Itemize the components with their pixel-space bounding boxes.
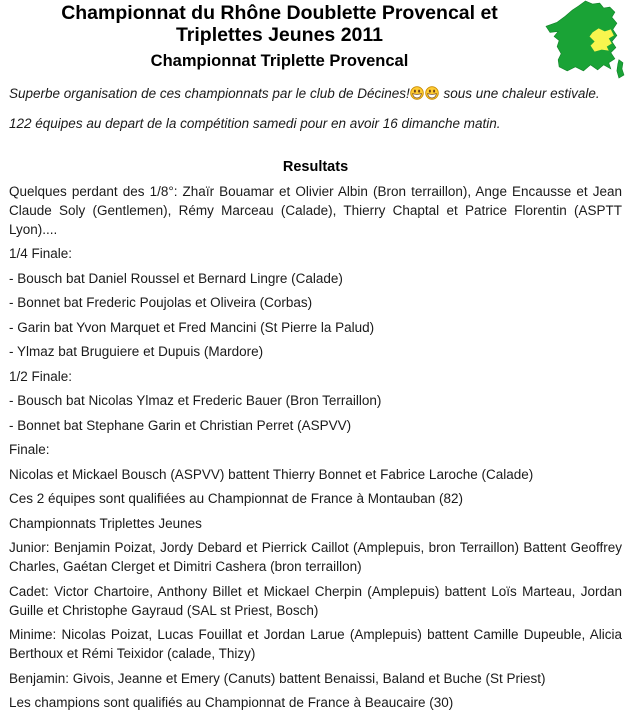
page-header — [0, 0, 632, 71]
result-line: - Bousch bat Daniel Roussel et Bernard Lingre (Calade) — [9, 269, 622, 288]
intro-paragraph-1-text-after: sous une chaleur estivale. — [440, 86, 600, 101]
smiley-icon — [425, 86, 439, 100]
page-title-line2: Triplettes Jeunes 2011 — [176, 24, 383, 46]
result-line: Cadet: Victor Chartoire, Anthony Billet et Mickael Cherpin (Amplepuis) battent Loïs Marteau, Jordan Guille et Christophe Gayraud (SAL st Priest, Bosch) — [9, 582, 622, 620]
result-line: Benjamin: Givois, Jeanne et Emery (Canuts) battent Benaissi, Baland et Buche (St Priest) — [9, 669, 622, 688]
result-line: - Ylmaz bat Bruguiere et Dupuis (Mardore) — [9, 342, 622, 361]
intro-paragraph-2: 122 équipes au depart de la compétition samedi pour en avoir 16 dimanche matin. — [9, 114, 622, 133]
page-title — [22, 2, 537, 46]
result-line: Ces 2 équipes sont qualifiées au Championnat de France à Montauban (82) — [9, 489, 622, 508]
result-line: Les champions sont qualifiés au Championnat de France à Beaucaire (30) — [9, 693, 622, 712]
result-line: - Bonnet bat Stephane Garin et Christian Perret (ASPVV) — [9, 416, 622, 435]
results-heading: Resultats — [9, 158, 622, 176]
result-line: Minime: Nicolas Poizat, Lucas Fouillat et Jordan Larue (Amplepuis) battent Camille Dupeuble, Alicia Berthoux et Rémi Teixidor (calade, Thizy) — [9, 625, 622, 663]
page-title-line1: Championnat du Rhône Doublette Provencal et — [61, 2, 498, 24]
result-line: - Garin bat Yvon Marquet et Fred Mancini (St Pierre la Palud) — [9, 318, 622, 337]
result-line: - Bousch bat Nicolas Ylmaz et Frederic Bauer (Bron Terraillon) — [9, 391, 622, 410]
results-section — [9, 182, 622, 712]
page-content — [0, 84, 632, 712]
result-line: 1/4 Finale: — [9, 244, 622, 263]
result-line: 1/2 Finale: — [9, 367, 622, 386]
intro-paragraph-1 — [9, 84, 622, 103]
france-map-icon — [544, 0, 629, 79]
result-line: Nicolas et Mickael Bousch (ASPVV) battent Thierry Bonnet et Fabrice Laroche (Calade) — [9, 465, 622, 484]
result-line: - Bonnet bat Frederic Poujolas et Oliveira (Corbas) — [9, 293, 622, 312]
page-subtitle: Championnat Triplette Provencal — [22, 52, 537, 71]
result-line: Junior: Benjamin Poizat, Jordy Debard et Pierrick Caillot (Amplepuis, bron Terraillon) Battent Geoffrey Charles, Gaétan Clerget et Dimitri Cashera (bron terraillon) — [9, 538, 622, 576]
intro-paragraph-1-text: Superbe organisation de ces championnats par le club de Décines! — [9, 86, 410, 101]
smiley-icon — [410, 86, 424, 100]
intro-section — [9, 84, 622, 133]
result-line: Championnats Triplettes Jeunes — [9, 514, 622, 533]
result-line: Quelques perdant des 1/8°: Zhaïr Bouamar et Olivier Albin (Bron terraillon), Ange Encausse et Jean Claude Soly (Gentlemen), Rémy Marceau (Calade), Thierry Chaptal et Patrice Florentin (ASPTT Lyon).... — [9, 182, 622, 239]
result-line: Finale: — [9, 440, 622, 459]
corsica-outline — [617, 60, 624, 78]
